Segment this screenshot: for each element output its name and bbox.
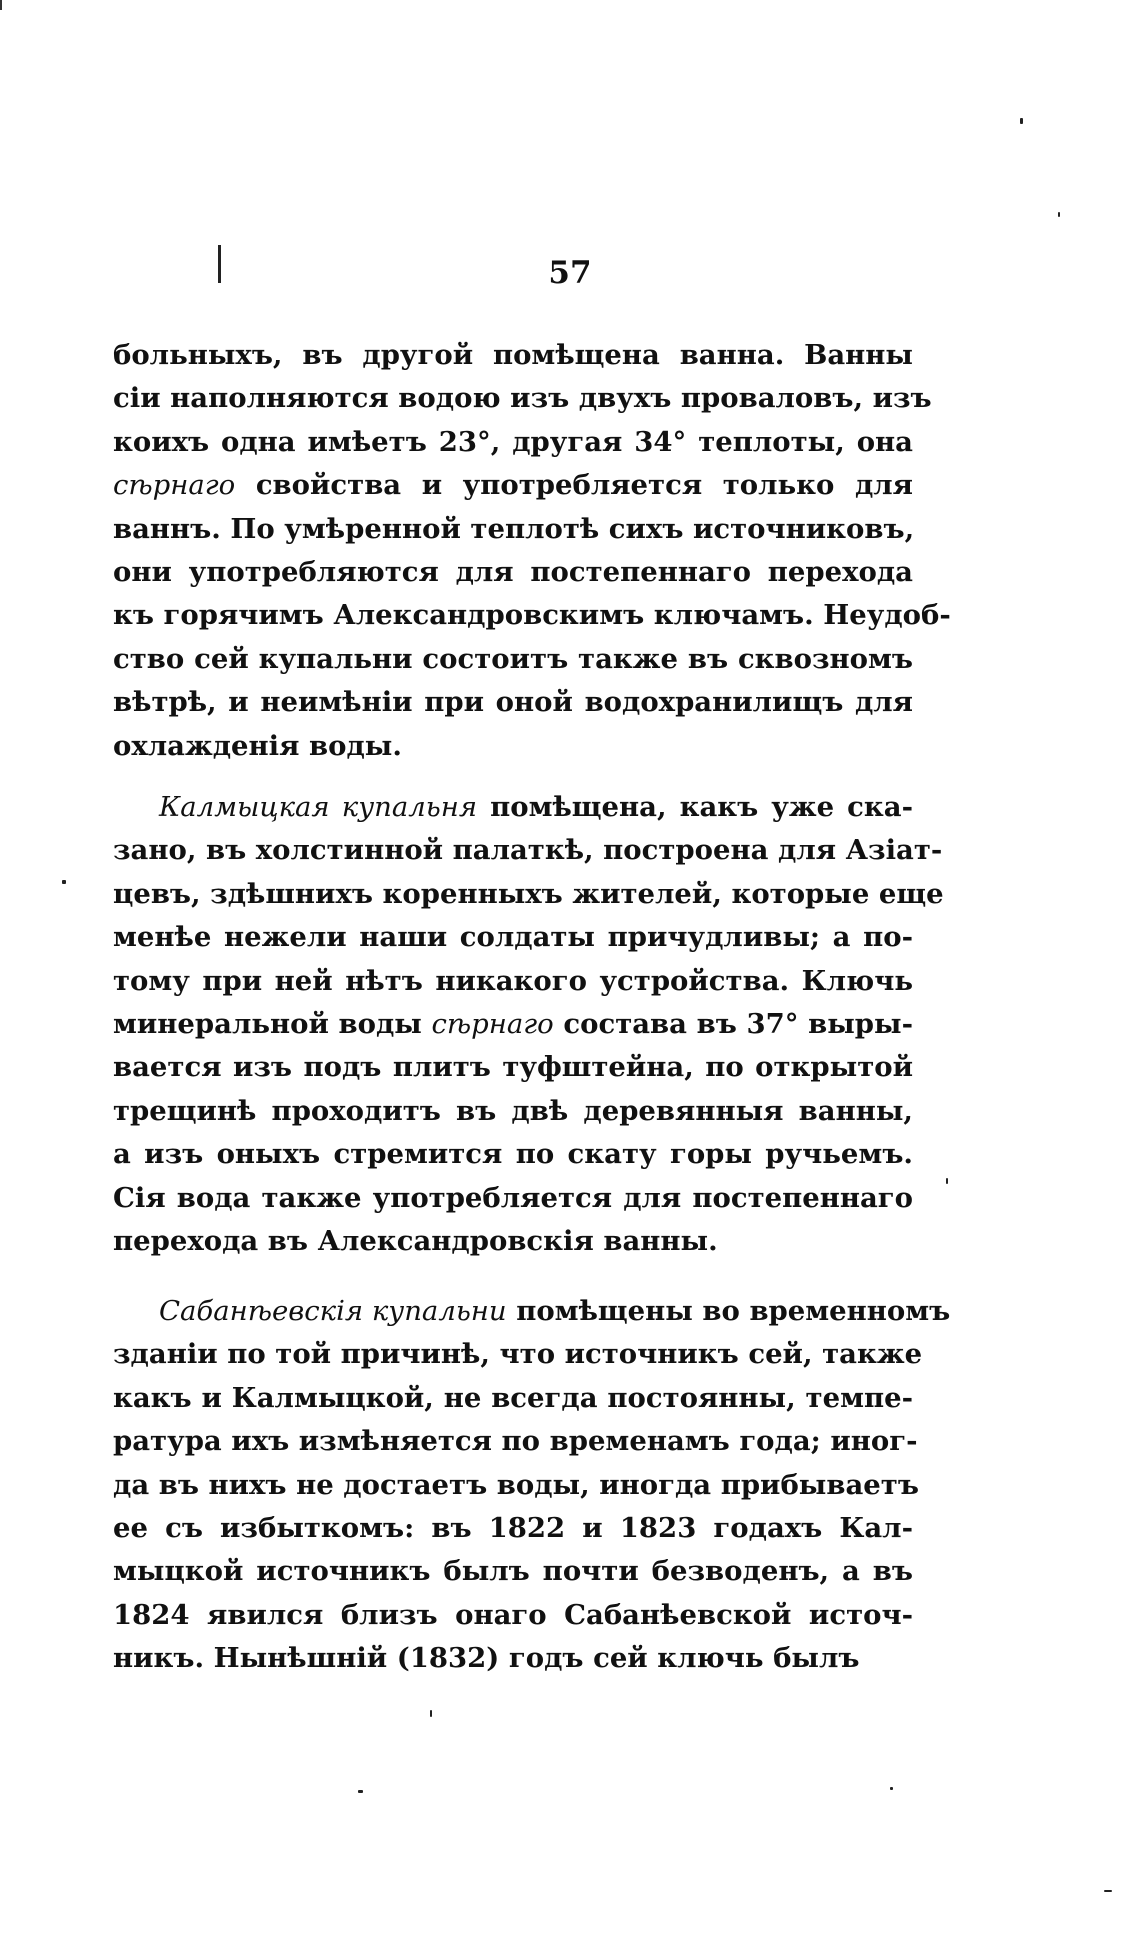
text-line [113,1420,918,1463]
paragraph-3 [113,1290,951,1681]
scan-speck [946,1178,948,1184]
text-line [113,464,913,507]
text-run: да въ нихъ не достаетъ воды, иногда прибываетъ [113,1468,919,1501]
scan-speck [430,1710,432,1717]
text-line [113,421,913,464]
italic-term: Калмыцкая купальня [159,791,478,823]
text-run: они употребляются для постепеннаго перехода [113,556,913,589]
text-line [113,594,951,637]
text-run: охлажденія воды. [113,729,402,762]
text-line [113,1550,913,1593]
text-run: помѣщены во временномъ [506,1295,951,1327]
italic-term: сѣрнаго [113,469,236,502]
text-run: а изъ оныхъ стремится по скату горы ручьемъ. [113,1138,913,1171]
text-run: 1824 явился близъ онаго Сабанѣевской источ- [113,1598,913,1631]
text-run: помѣщена, какъ уже ска- [477,791,913,823]
text-line [113,725,913,768]
text-run: сіи наполняются водою изъ двухъ проваловъ, изъ [113,382,932,415]
text-line [113,1046,913,1089]
scan-speck [358,1790,363,1793]
text-line [113,873,944,916]
scan-speck [1058,212,1060,217]
text-line [113,1507,913,1550]
paragraph-1 [113,334,951,768]
text-run: состава въ 37° выры- [553,1008,913,1041]
text-run: минеральной воды [113,1008,432,1041]
scan-speck [1104,1890,1112,1892]
text-line [113,786,913,829]
text-run: трещинѣ проходитъ въ двѣ деревянныя ванны, [113,1094,913,1127]
text-run: зданіи по той причинѣ, что источникъ сей, также [113,1338,923,1371]
text-run: ратура ихъ измѣняется по временамъ года; иног- [113,1425,918,1458]
text-run: къ горячимъ Александровскимъ ключамъ. Неудоб- [113,599,951,632]
text-line [113,1220,913,1263]
text-run: никъ. Нынѣшній (1832) годъ сей ключь былъ [113,1642,860,1675]
text-line [113,829,943,872]
text-line [113,1290,951,1333]
text-line [113,1333,923,1376]
text-run: свойства и употребляется только для [235,469,913,502]
text-line [113,508,913,551]
text-line [113,551,913,594]
page-number: 57 [548,255,592,291]
text-line [113,916,913,959]
text-run: Сія вода также употребляется для постепеннаго [113,1181,913,1214]
paragraph-2 [113,786,944,1263]
scan-speck [890,1787,893,1790]
text-line [113,1133,913,1176]
italic-term: сѣрнаго [431,1008,554,1041]
text-run: ее съ избыткомъ: въ 1822 и 1823 годахъ Кал- [113,1512,913,1545]
text-line [113,1003,913,1046]
text-line [113,1177,913,1220]
scan-speck [1020,118,1023,124]
text-run: ваннъ. По умѣренной теплотѣ сихъ источниковъ, [113,512,915,545]
text-run: зано, въ холстинной палаткѣ, построена для Азіат- [113,834,943,867]
text-line [113,334,913,377]
text-line [113,377,932,420]
scan-corner-mark [0,0,2,10]
text-run: больныхъ, въ другой помѣщена ванна. Ванны [113,339,913,371]
text-line [113,1090,913,1133]
text-run: цевъ, здѣшнихъ коренныхъ жителей, которые еще [113,877,944,910]
text-run: коихъ одна имѣетъ 23°, другая 34° теплоты, она [113,425,913,458]
text-line [113,1594,913,1637]
text-run: какъ и Калмыцкой, не всегда постоянны, темпе- [113,1381,913,1414]
text-run: вѣтрѣ, и неимѣніи при оной водохранилищъ для [113,686,913,719]
text-line [113,960,913,1003]
italic-term: Сабанѣевскія купальни [159,1295,507,1327]
text-run: мыцкой источникъ былъ почти безводенъ, а въ [113,1555,913,1588]
text-run: тому при ней нѣтъ никакого устройства. Ключь [113,964,913,997]
scan-speck [62,880,66,884]
text-line [113,1464,919,1507]
text-run: вается изъ подъ плитъ туфштейна, по открытой [113,1051,913,1084]
text-line [113,681,913,724]
text-run: перехода въ Александровскія ванны. [113,1225,718,1258]
text-line [113,1637,913,1680]
text-run: ство сей купальни состоитъ также въ сквозномъ [113,642,913,675]
text-line [113,638,913,681]
text-run: менѣе нежели наши солдаты причудливы; а по- [113,921,913,954]
text-line [113,1377,913,1420]
